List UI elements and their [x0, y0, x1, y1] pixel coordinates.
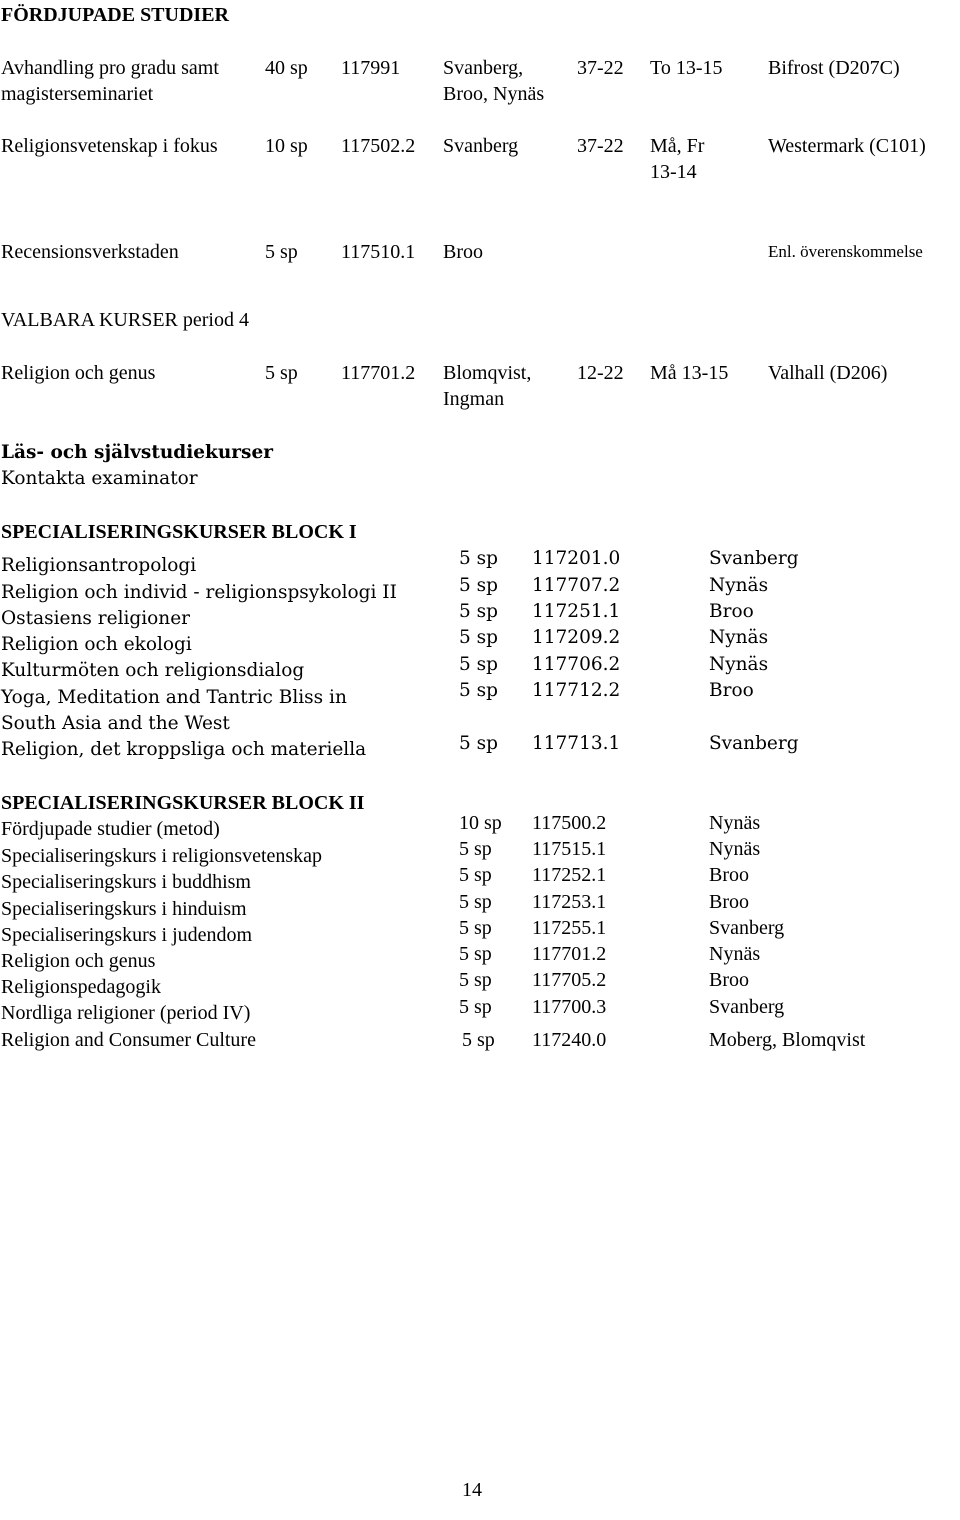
block2-name: Fördjupade studier (metod) — [1, 818, 220, 840]
reading-courses-heading: Läs- och självstudiekurser — [1, 442, 273, 463]
block1-teacher: Svanberg — [709, 733, 799, 754]
course-teacher: Blomqvist, — [443, 362, 532, 384]
course-place: Westermark (C101) — [768, 135, 926, 157]
block1-credits: 5 sp — [459, 627, 498, 648]
block1-code: 117209.2 — [532, 627, 621, 648]
block2-teacher: Nynäs — [709, 812, 761, 834]
block2-teacher: Nynäs — [709, 838, 761, 860]
block1-teacher: Nynäs — [709, 654, 769, 675]
block2-name: Specialiseringskurs i buddhism — [1, 871, 251, 893]
block1-code: 117251.1 — [532, 601, 621, 622]
course-name-cont: magisterseminariet — [1, 83, 154, 105]
block1-teacher: Nynäs — [709, 575, 769, 596]
course-name: Recensionsverkstaden — [1, 241, 179, 263]
course-teacher: Broo — [443, 241, 483, 263]
course-code: 117701.2 — [341, 362, 416, 384]
block1-code: 117707.2 — [532, 575, 621, 596]
course-name: Religionsvetenskap i fokus — [1, 135, 218, 157]
block2-teacher: Nynäs — [709, 943, 761, 965]
block2-code: 117255.1 — [532, 917, 607, 939]
block2-name: Religion and Consumer Culture — [1, 1029, 256, 1051]
block1-name: Ostasiens religioner — [1, 608, 191, 629]
block2-code: 117701.2 — [532, 943, 607, 965]
block2-code: 117705.2 — [532, 969, 607, 991]
block1-code: 117201.0 — [532, 548, 621, 569]
page-number: 14 — [462, 1479, 482, 1501]
reading-courses-note: Kontakta examinator — [1, 468, 198, 489]
block2-credits: 5 sp — [459, 838, 492, 860]
section-heading-valbara: VALBARA KURSER period 4 — [1, 309, 249, 331]
block1-code: 117713.1 — [532, 733, 621, 754]
course-credits: 10 sp — [265, 135, 308, 157]
block2-credits: 10 sp — [459, 812, 502, 834]
block2-code: 117252.1 — [532, 864, 607, 886]
block1-code: 117706.2 — [532, 654, 621, 675]
block2-teacher: Broo — [709, 864, 749, 886]
block2-name: Specialiseringskurs i judendom — [1, 924, 253, 946]
course-period: 12-22 — [577, 362, 624, 384]
block2-credits: 5 sp — [459, 891, 492, 913]
course-teacher-cont: Ingman — [443, 388, 505, 410]
block2-code: 117515.1 — [532, 838, 607, 860]
block1-teacher: Svanberg — [709, 548, 799, 569]
block2-name: Specialiseringskurs i religionsvetenskap — [1, 845, 323, 867]
course-code: 117991 — [341, 57, 401, 79]
block2-name: Specialiseringskurs i hinduism — [1, 898, 247, 920]
course-credits: 40 sp — [265, 57, 308, 79]
course-code: 117510.1 — [341, 241, 416, 263]
block2-name: Nordliga religioner (period IV) — [1, 1002, 251, 1024]
course-credits: 5 sp — [265, 362, 298, 384]
block1-credits: 5 sp — [459, 548, 498, 569]
block2-code: 117240.0 — [532, 1029, 607, 1051]
course-period: 37-22 — [577, 57, 624, 79]
course-time-cont: 13-14 — [650, 161, 697, 183]
section-heading-fordjupade: FÖRDJUPADE STUDIER — [1, 4, 229, 26]
block2-teacher: Broo — [709, 969, 749, 991]
block2-teacher: Moberg, Blomqvist — [709, 1029, 866, 1051]
course-time: To 13-15 — [650, 57, 723, 79]
course-teacher: Svanberg, — [443, 57, 524, 79]
block1-credits: 5 sp — [459, 654, 498, 675]
course-place: Enl. överenskommelse — [768, 242, 923, 261]
block2-code: 117700.3 — [532, 996, 607, 1018]
block1-name: Religion och ekologi — [1, 634, 192, 655]
course-place: Bifrost (D207C) — [768, 57, 900, 79]
course-code: 117502.2 — [341, 135, 416, 157]
course-name: Religion och genus — [1, 362, 156, 384]
block2-credits: 5 sp — [459, 996, 492, 1018]
block2-teacher: Svanberg — [709, 917, 785, 939]
block2-credits: 5 sp — [459, 917, 492, 939]
block1-credits: 5 sp — [459, 733, 498, 754]
block1-code: 117712.2 — [532, 680, 621, 701]
block2-code: 117253.1 — [532, 891, 607, 913]
course-credits: 5 sp — [265, 241, 298, 263]
block1-heading: SPECIALISERINGSKURSER BLOCK I — [1, 521, 357, 543]
block1-credits: 5 sp — [459, 680, 498, 701]
block1-name: Religion och individ - religionspsykologi II — [1, 582, 397, 603]
course-time: Må 13-15 — [650, 362, 729, 384]
course-teacher-cont: Broo, Nynäs — [443, 83, 545, 105]
block2-name: Religion och genus — [1, 950, 156, 972]
course-period: 37-22 — [577, 135, 624, 157]
course-place: Valhall (D206) — [768, 362, 888, 384]
block2-code: 117500.2 — [532, 812, 607, 834]
block1-name: Kulturmöten och religionsdialog — [1, 660, 305, 681]
block1-teacher: Broo — [709, 601, 754, 622]
block1-name: Religion, det kroppsliga och materiella — [1, 739, 367, 760]
block1-name: Yoga, Meditation and Tantric Bliss in — [1, 687, 347, 708]
block1-credits: 5 sp — [459, 575, 498, 596]
course-name: Avhandling pro gradu samt — [1, 57, 219, 79]
block1-credits: 5 sp — [459, 601, 498, 622]
block2-teacher: Broo — [709, 891, 749, 913]
course-teacher: Svanberg — [443, 135, 519, 157]
block1-name: Religionsantropologi — [1, 555, 197, 576]
course-time: Må, Fr — [650, 135, 705, 157]
block2-name: Religionspedagogik — [1, 976, 161, 998]
block2-credits: 5 sp — [459, 864, 492, 886]
block1-teacher: Broo — [709, 680, 754, 701]
block1-name-cont: South Asia and the West — [1, 713, 230, 734]
block2-teacher: Svanberg — [709, 996, 785, 1018]
block2-heading: SPECIALISERINGSKURSER BLOCK II — [1, 792, 365, 814]
block2-credits: 5 sp — [459, 969, 492, 991]
block2-credits: 5 sp — [459, 943, 492, 965]
block1-teacher: Nynäs — [709, 627, 769, 648]
block2-credits: 5 sp — [462, 1029, 495, 1051]
